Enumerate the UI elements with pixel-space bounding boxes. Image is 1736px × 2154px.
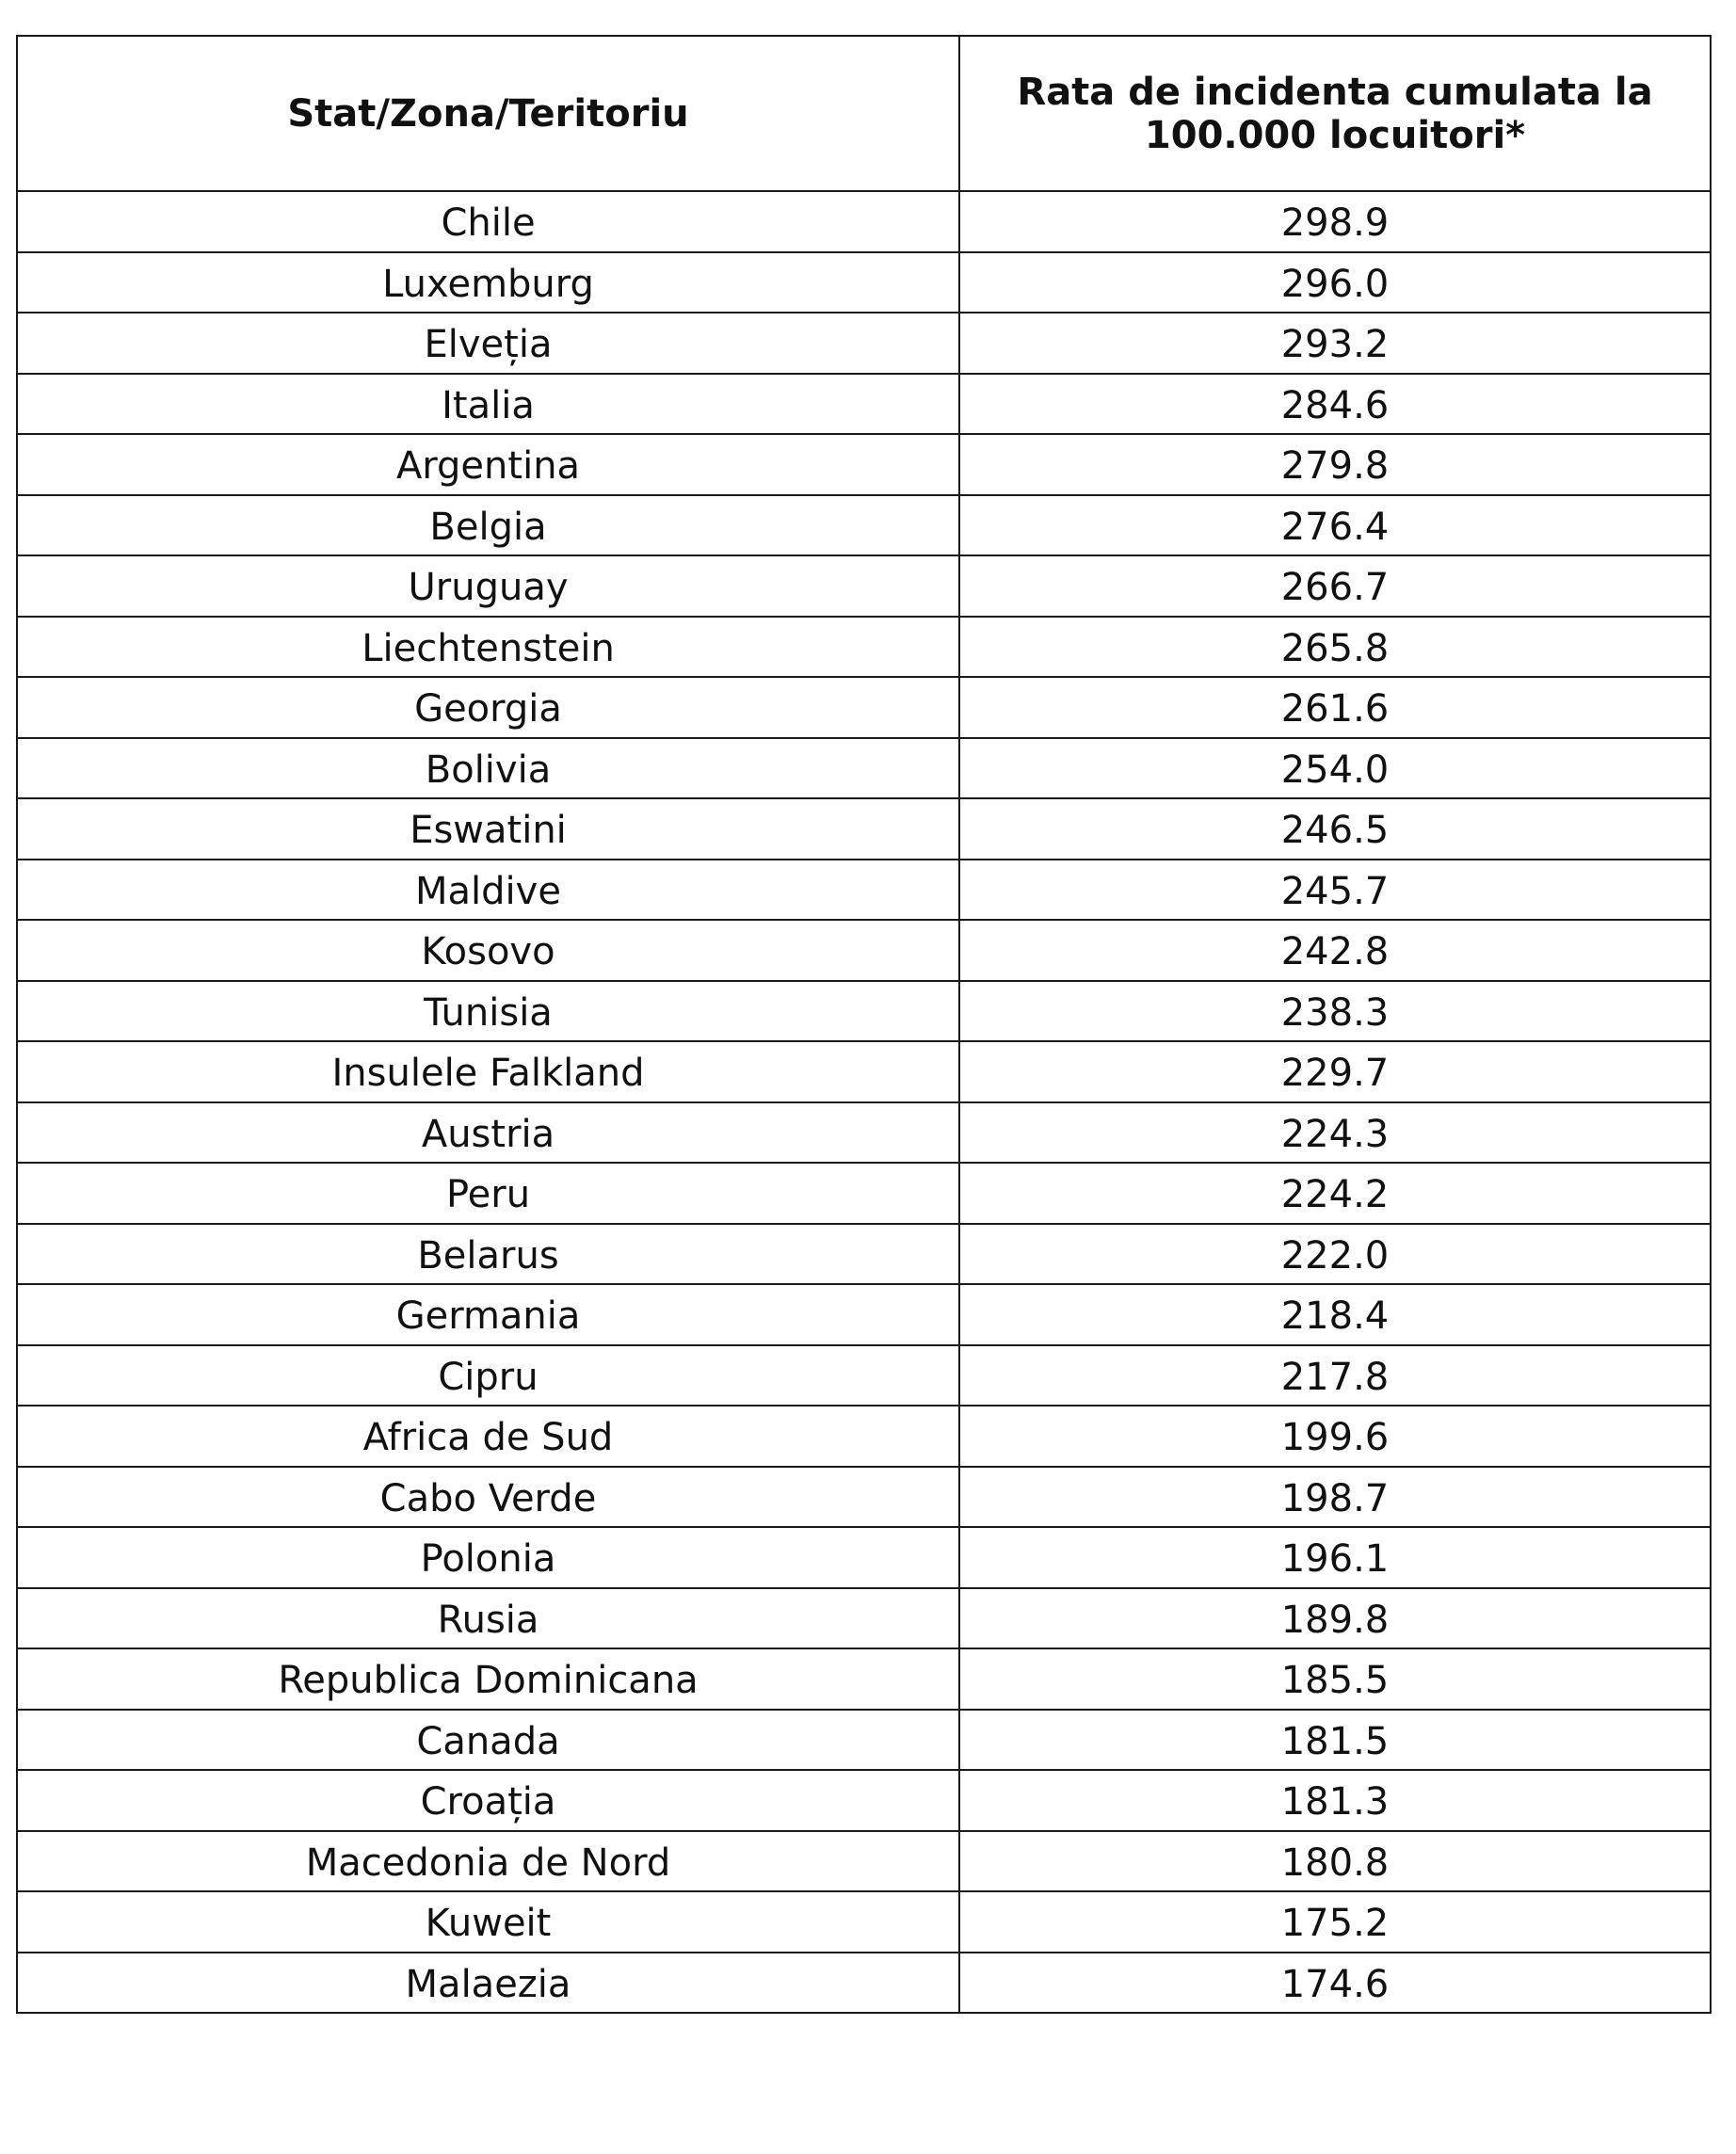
table-row [17, 1891, 1711, 1953]
rate-cell: 245.7 [959, 860, 1711, 921]
rate-cell: 180.8 [959, 1831, 1711, 1892]
rate-cell: 181.3 [959, 1770, 1711, 1831]
table-row [17, 1648, 1711, 1710]
country-cell: Polonia [17, 1527, 959, 1588]
rate-cell: 296.0 [959, 252, 1711, 313]
rate-cell: 199.6 [959, 1406, 1711, 1467]
rate-cell: 279.8 [959, 434, 1711, 495]
table-row [17, 252, 1711, 313]
rate-cell: 217.8 [959, 1345, 1711, 1407]
rate-cell: 175.2 [959, 1891, 1711, 1953]
rate-cell: 218.4 [959, 1284, 1711, 1345]
country-cell: Germania [17, 1284, 959, 1345]
country-cell: Malaezia [17, 1953, 959, 2014]
country-cell: Luxemburg [17, 252, 959, 313]
rate-cell: 246.5 [959, 798, 1711, 860]
rate-cell: 222.0 [959, 1224, 1711, 1285]
table-row [17, 434, 1711, 495]
table-row [17, 617, 1711, 678]
table-row [17, 677, 1711, 738]
country-cell: Maldive [17, 860, 959, 921]
table-row [17, 1831, 1711, 1892]
country-cell: Kosovo [17, 920, 959, 981]
table-row [17, 1527, 1711, 1588]
country-cell: Rusia [17, 1588, 959, 1649]
country-cell: Kuweit [17, 1891, 959, 1953]
rate-cell: 181.5 [959, 1710, 1711, 1771]
rate-cell: 174.6 [959, 1953, 1711, 2014]
country-cell: Italia [17, 374, 959, 435]
header-rate-label: Rata de incidenta cumulata la 100.000 locuitori* [1017, 70, 1653, 157]
country-cell: Liechtenstein [17, 617, 959, 678]
country-cell: Africa de Sud [17, 1406, 959, 1467]
table-row [17, 555, 1711, 617]
table-row [17, 1406, 1711, 1467]
country-cell: Macedonia de Nord [17, 1831, 959, 1892]
table-body [17, 191, 1711, 2013]
rate-cell: 265.8 [959, 617, 1711, 678]
table-row [17, 920, 1711, 981]
table-row [17, 1770, 1711, 1831]
country-cell: Tunisia [17, 981, 959, 1042]
rate-cell: 189.8 [959, 1588, 1711, 1649]
table-row [17, 313, 1711, 374]
rate-cell: 261.6 [959, 677, 1711, 738]
table-row [17, 1710, 1711, 1771]
rate-cell: 198.7 [959, 1467, 1711, 1528]
country-cell: Uruguay [17, 555, 959, 617]
table-row [17, 495, 1711, 556]
table-row [17, 1467, 1711, 1528]
rate-cell: 298.9 [959, 191, 1711, 252]
rate-cell: 293.2 [959, 313, 1711, 374]
country-cell: Argentina [17, 434, 959, 495]
country-cell: Elveția [17, 313, 959, 374]
country-cell: Chile [17, 191, 959, 252]
rate-cell: 224.2 [959, 1163, 1711, 1224]
rate-cell: 224.3 [959, 1102, 1711, 1164]
table-row [17, 191, 1711, 252]
table-row [17, 1345, 1711, 1407]
country-cell: Republica Dominicana [17, 1648, 959, 1710]
table-row [17, 374, 1711, 435]
rate-cell: 196.1 [959, 1527, 1711, 1588]
table-row [17, 1102, 1711, 1164]
country-cell: Belgia [17, 495, 959, 556]
header-rate [959, 36, 1711, 191]
country-cell: Bolivia [17, 738, 959, 799]
rate-cell: 238.3 [959, 981, 1711, 1042]
rate-cell: 266.7 [959, 555, 1711, 617]
table-row [17, 1041, 1711, 1102]
country-cell: Belarus [17, 1224, 959, 1285]
table-row [17, 1163, 1711, 1224]
rate-cell: 229.7 [959, 1041, 1711, 1102]
rate-cell: 276.4 [959, 495, 1711, 556]
table-row [17, 1224, 1711, 1285]
table-row [17, 1284, 1711, 1345]
country-cell: Cabo Verde [17, 1467, 959, 1528]
country-cell: Canada [17, 1710, 959, 1771]
rate-cell: 242.8 [959, 920, 1711, 981]
rate-cell: 284.6 [959, 374, 1711, 435]
table-row [17, 1953, 1711, 2014]
country-cell: Croația [17, 1770, 959, 1831]
country-cell: Peru [17, 1163, 959, 1224]
header-country [17, 36, 959, 191]
header-country-label: Stat/Zona/Teritoriu [287, 91, 689, 136]
country-cell: Eswatini [17, 798, 959, 860]
country-cell: Austria [17, 1102, 959, 1164]
country-cell: Insulele Falkland [17, 1041, 959, 1102]
table-row [17, 860, 1711, 921]
table-row [17, 981, 1711, 1042]
rate-cell: 185.5 [959, 1648, 1711, 1710]
table-row [17, 738, 1711, 799]
table-row [17, 1588, 1711, 1649]
rate-cell: 254.0 [959, 738, 1711, 799]
table-header-row [17, 36, 1711, 191]
country-cell: Cipru [17, 1345, 959, 1407]
country-cell: Georgia [17, 677, 959, 738]
table-row [17, 798, 1711, 860]
incidence-rate-table [16, 35, 1712, 2014]
